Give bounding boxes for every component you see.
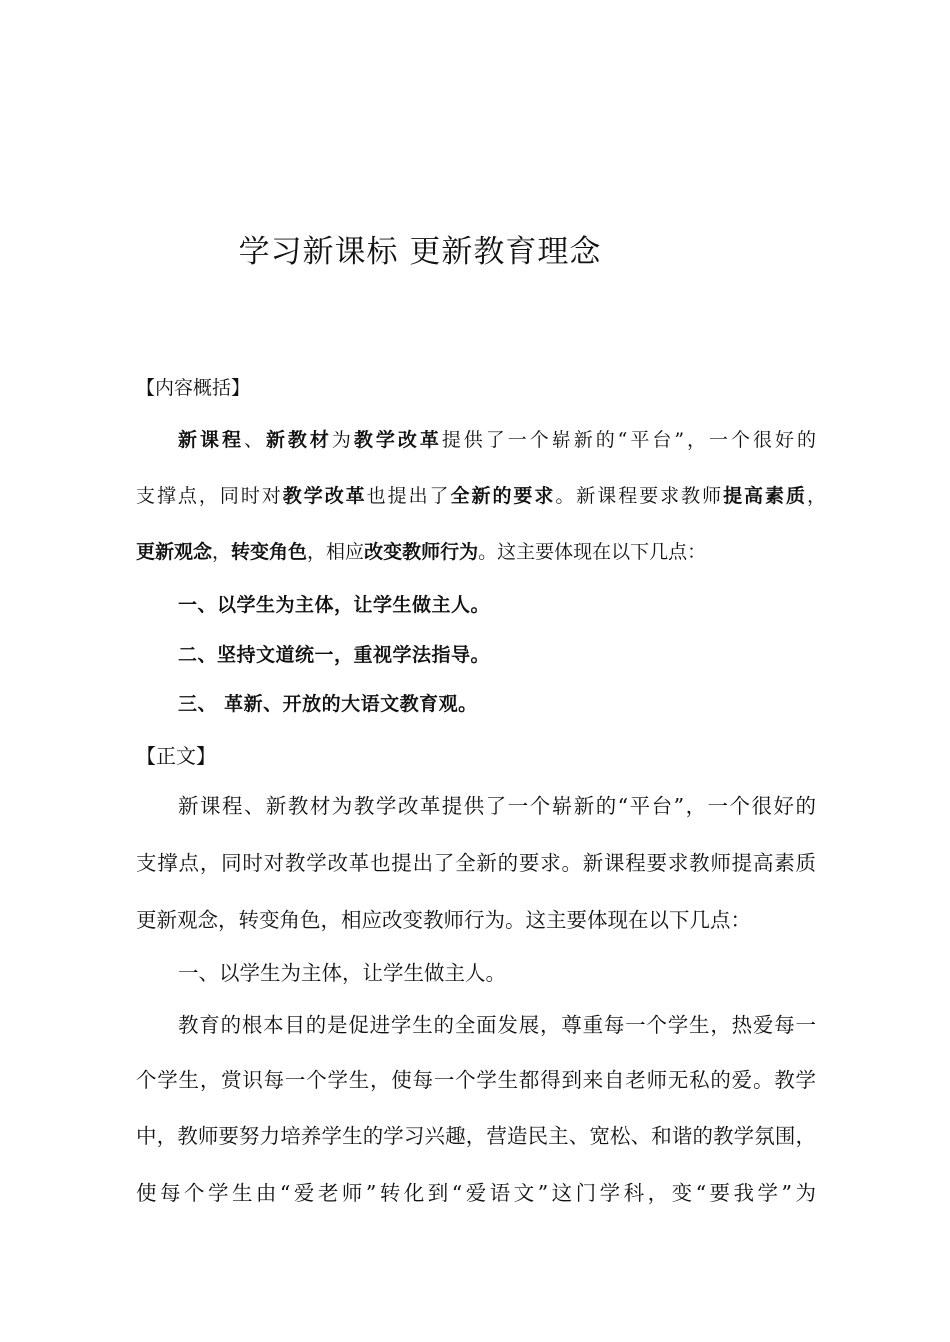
plain-text: 。新课程要求教师 [555,485,724,507]
summary-para-line-3 [136,538,816,566]
summary-para-line-2 [136,482,826,510]
summary-heading: 【内容概括】 [136,377,251,399]
plain-text: 提供了一个崭新的“平台”，一个很好的 [441,429,816,451]
emphasis-text: 教学改革 [282,485,367,507]
emphasis-text: 转变角色 [231,541,308,563]
summary-point-1: 一、以学生为主体，让学生做主人。 [178,594,491,616]
emphasis-text: 新教材 [265,429,332,451]
emphasis-text: 更新观念 [136,541,213,563]
emphasis-text: 教学改革 [353,429,442,451]
emphasis-text: 提高素质 [723,485,807,507]
body-line-1: 新课程、新教材为教学改革提供了一个崭新的“平台”，一个很好的 [178,794,816,818]
body-line-2: 支撑点，同时对教学改革也提出了全新的要求。新课程要求教师提高素质 [136,851,816,875]
emphasis-text: 改变教师行为 [364,541,479,563]
body-line-8: 使每个学生由“爱老师”转化到“爱语文”这门学科，变“要我学”为 [136,1181,816,1205]
summary-point-2: 二、坚持文道统一，重视学法指导。 [178,644,491,666]
body-line-6: 个学生，赏识每一个学生，使每一个学生都得到来自老师无私的爱。教学 [136,1068,816,1092]
body-line-7: 中，教师要努力培养学生的学习兴趣，营造民主、宽松、和谐的教学氛围， [136,1124,816,1148]
document-title: 学习新课标 更新教育理念 [238,234,602,270]
plain-text: 支撑点，同时对 [136,485,283,507]
plain-text: ，相应 [307,541,365,563]
plain-text: 为 [331,429,354,451]
plain-text: ， [806,485,826,507]
body-heading: 【正文】 [136,744,216,768]
emphasis-text: 全新的要求 [450,485,556,507]
emphasis-text: 新课程 [178,429,244,451]
plain-text: 也提出了 [366,485,451,507]
summary-para-line-1 [178,426,816,454]
plain-text: 、 [243,429,266,451]
body-line-4: 一、以学生为主体，让学生做主人。 [178,961,506,985]
plain-text: 。这主要体现在以下几点： [478,541,707,563]
plain-text: ， [212,541,232,563]
summary-point-3: 三、 革新、开放的大语文教育观。 [178,693,478,715]
body-line-5: 教育的根本目的是促进学生的全面发展，尊重每一个学生，热爱每一 [178,1013,816,1037]
body-line-3: 更新观念，转变角色，相应改变教师行为。这主要体现在以下几点： [136,908,751,932]
